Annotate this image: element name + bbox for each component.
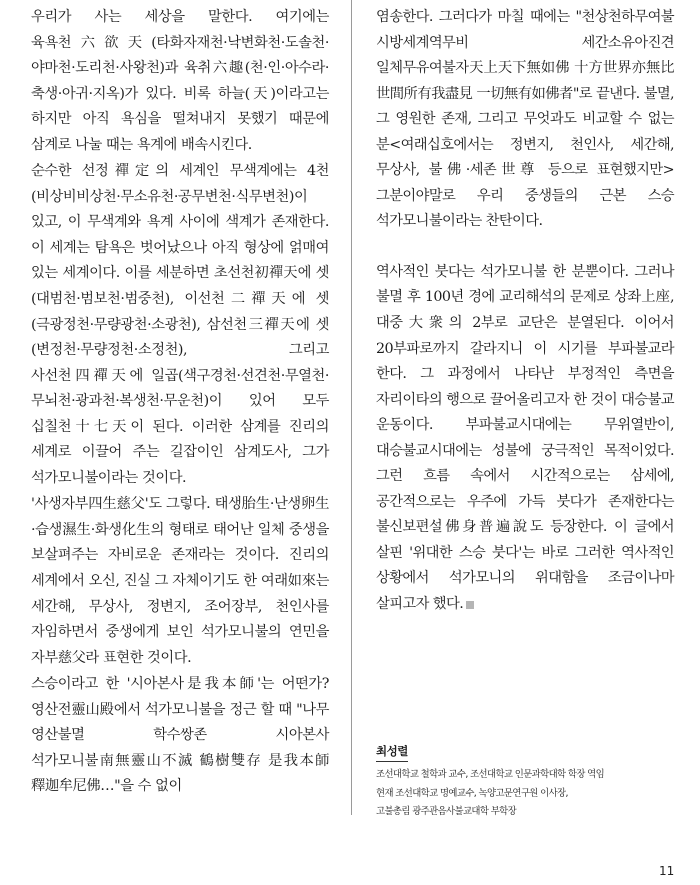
end-of-article-mark [466,601,474,609]
body-paragraph: 순수한 선정禪定의 세계인 무색계에는 4천(비상비비상천·무소유천·공무변천·식무변천)이 있고, 이 무색계와 욕계 사이에 색계가 존재한다. 이 세계는 탐욕은 벗어났으나 아직 형상에 얽매여 있는 세계이다. 이를 세분하면 초선천初禪天에 셋(대범천·범보천·범중천), 이선천二禪天에 셋(극광정천·무량광천·소광천), 삼선천三禪天에 셋(변정천·무량정천·소정천), 그리고 사선천四禪天에 일곱(색구경천·선견천·무열천·무뇌천·광과천·복생천·무운천)이 있어 모두 십칠천十七天이 된다. 이러한 삼계를 진리의 세계로 이끌어 주는 길잡이인 삼계도사, 그가 석가모니불이라는 것이다. [31,163,329,486]
author-box [376,740,676,822]
body-paragraph-last [376,260,674,618]
author-name: 최성렬 [376,743,408,762]
body-paragraph: 우리가 사는 세상을 말한다. 여기에는 육욕천六欲天(타화자재천·낙변화천·도솔천·야마천·도리천·사왕천)과 육취六趣(천·인·아수라·축생·아귀·지옥)가 있다. 비록 하늘(天)이라고는 하지만 아직 욕심을 떨쳐내지 못했기 때문에 삼계로 나눌 때는 욕계에 배속시킨다. [31,9,329,153]
column-divider [351,0,352,815]
page-number: 11 [659,864,675,878]
right-column [376,5,674,618]
author-bio-line: 현재 조선대학교 명예교수, 녹양고문연구원 이사장, [376,787,568,799]
body-paragraph: '사생자부四生慈父'도 그렇다. 태생胎生·난생卵生·습생濕生·화생化生의 형태로 태어난 일체 중생을 보살펴주는 자비로운 존재라는 것이다. 진리의 세계에서 오신, 진실 그 자체이기도 한 여래如來는 세간해, 무상사, 정변지, 조어장부, 천인사를 자임하면서 중생에게 보인 석가모니불의 연민을 자부慈父라 표현한 것이다. [31,496,329,666]
last-paragraph-text: 역사적인 붓다는 석가모니불 한 분뿐이다. 그러나 불멸 후 100년 경에 교리해석의 문제로 상좌上座, 대중大衆의 2부로 교단은 분열된다. 이어서 20부파로까지 갈라지니 이 시기를 부파불교라 한다. 그 과정에서 나타난 부정적인 측면을 자리이타의 행으로 끌어올리고자 한 것이 대승불교 운동이다. 부파불교시대에는 무위열반이, 대승불교시대에는 성불에 궁극적인 목적이었다. 그런 흐름 속에서 시간적으로는 삼세에, 공간적으로는 우주에 가득 붓다가 존재한다는 불신보편설佛身普遍說도 등장한다. 이 글에서 살핀 '위대한 스승 붓다'는 바로 그러한 역사적인 상황에서 석가모니의 위대함을 조금이나마 살피고자 했다. [376,263,674,613]
left-column [31,5,329,800]
author-bio-line: 고불총림 광주관음사불교대학 부학장 [376,806,517,817]
author-bio-line: 조선대학교 철학과 교수, 조선대학교 인문과학대학 학장 역임 [376,769,605,780]
body-paragraph: 스승이라고 한 '시아본사是我本師'는 어떤가? 영산전靈山殿에서 석가모니불을 정근 할 때 "나무 영산불멸 학수쌍존 시아본사 석가모니불南無靈山不滅 鶴樹雙存 是我本師 釋迦牟尼佛…"을 수 없이 [31,676,329,795]
body-paragraph: 염송한다. 그러다가 마칠 때에는 "천상천하무여불 시방세계역무비 세간소유아진견 일체무유여불자天上天下無如佛 十方世界亦無比 世間所有我盡見 一切無有如佛者"로 끝낸다. 불멸, 그 영원한 존재, 그리고 무엇과도 비교할 수 없는 분<여래십호에서는 정변지, 천인사, 세간해, 무상사, 불佛·세존世尊 등으로 표현했지만> 그분이야말로 우리 중생들의 근본 스승 석가모니불이라는 찬탄이다. [376,9,674,230]
